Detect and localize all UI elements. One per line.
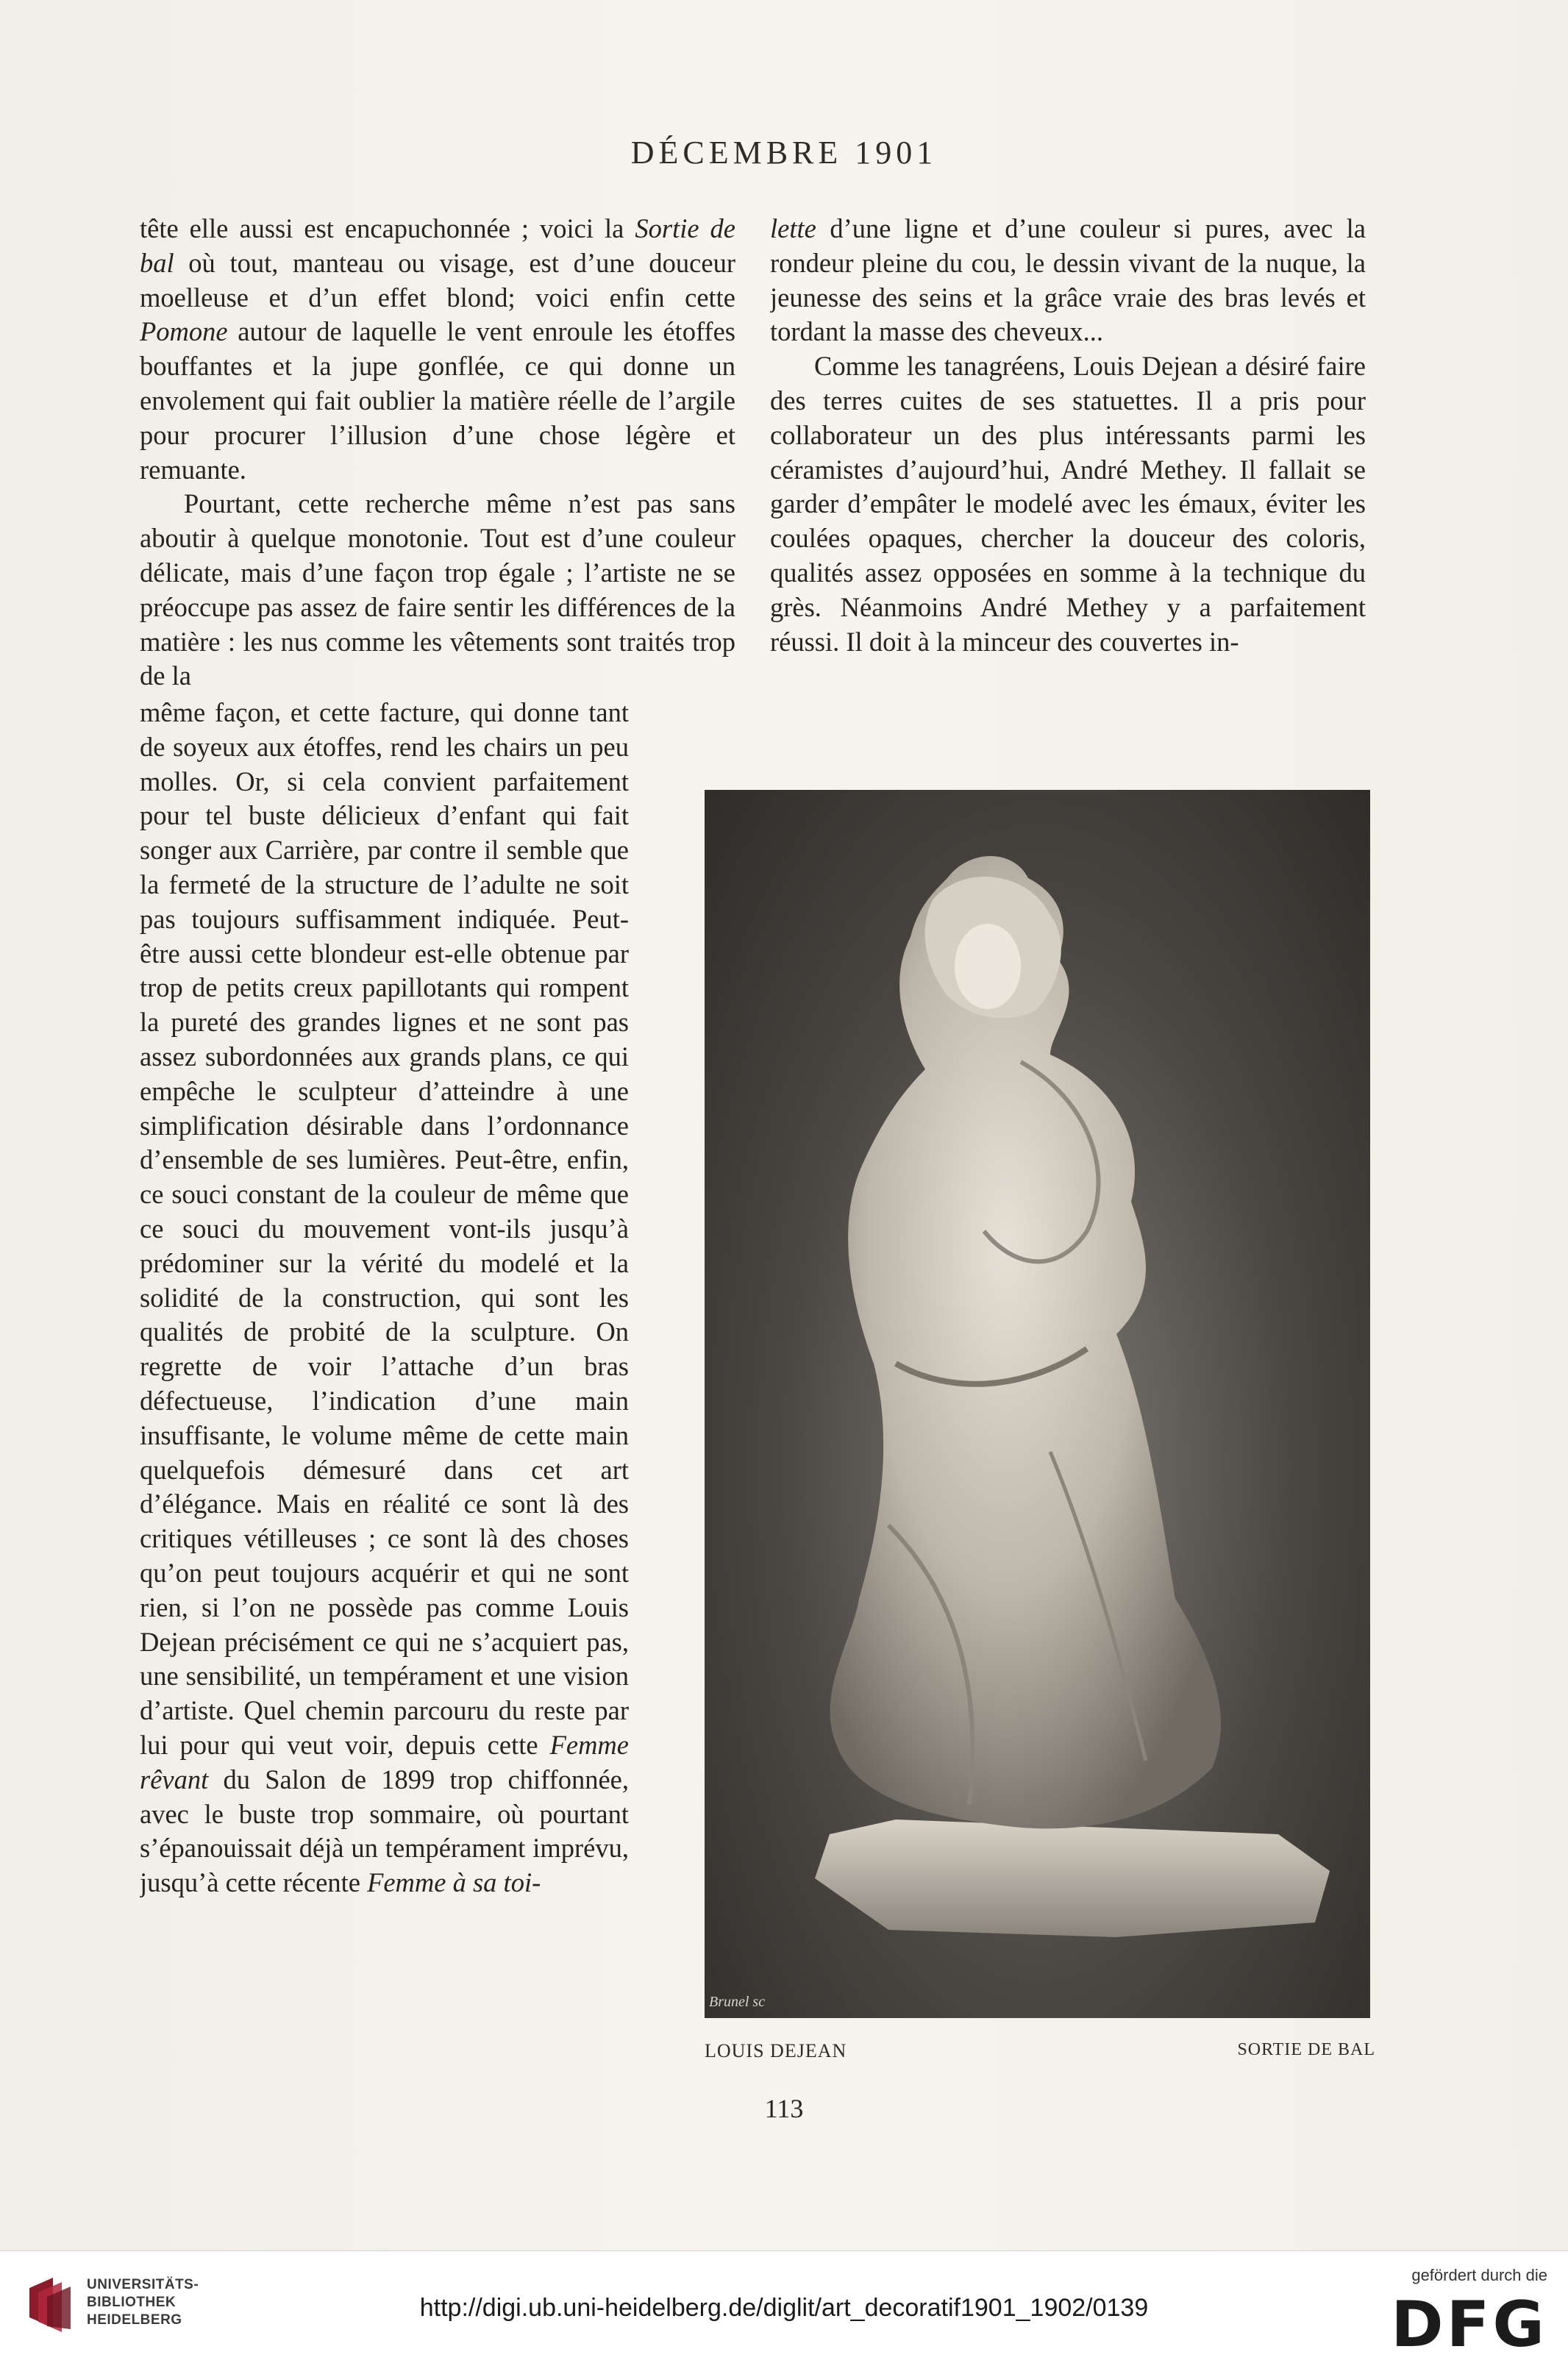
right-column [770, 212, 1366, 697]
paragraph: même façon, et cette facture, qui donne tant de soyeux aux étoffes, rend les chairs un peu molles. Or, si cela convient parfaitement pour tel buste délicieux d’enfant qui fait songer aux Carrière, par contre il semble que la fermeté de la structure de l’adulte ne soit pas toujours suffisamment indiquée. Peut-être aussi cette blondeur est-elle obtenue par trop de petits creux papillotants qui rompent la pureté des grandes lignes et ne sont pas assez subordonnées aux grands plans, ce qui empêche le sculpteur d’atteindre à une simplification désirable dans l’ordonnance d’ensemble de ses lumières. Peut-être, enfin, ce souci constant de la couleur de même que ce souci du mouvement vont-ils jusqu’à prédominer sur la vérité du modelé et la solidité de la construction, qui sont les qualités de probité de la sculpture. On regrette de voir l’attache d’un bras défectueuse, l’indication d’une main insuffisante, le volume même de cette main quelquefois démesuré dans cet art d’élégance. Mais en réalité ce sont là des critiques vétilleuses ; ce sont là des choses qu’on peut toujours acquérir et qui ne sont rien, si l’on ne possède pas comme Louis Dejean précisément ce qui ne s’acquiert pas, une sensibilité, un tempérament et une vision d’artiste. Quel chemin parcouru du reste par lui pour qui veut voir, depuis cette Femme rêvant du Salon de 1899 trop chiffonnée, avec le buste trop sommaire, où pourtant s’épanouissait déjà un tempérament imprévu, jusqu’à cette récente Femme à sa toi- [140, 697, 629, 1898]
sculpture-photograph [705, 790, 1370, 2018]
statuette-illustration [705, 790, 1370, 2018]
paragraph: lette d’une ligne et d’une couleur si pures, avec la rondeur pleine du cou, le dessin vivant de la nuque, la jeunesse des seins et la grâce vraie des bras levés et tordant la masse des cheveux... [770, 213, 1366, 347]
engraver-signature: Brunel sc [709, 1994, 766, 2010]
left-column-top [140, 212, 735, 696]
paragraph: Pourtant, cette recherche même n’est pas sans aboutir à quelque monotonie. Tout est d’une couleur délicate, mais d’une façon trop égale ; l’artiste ne se préoccupe pas assez de faire sentir les différences de la matière : les nus comme les vêtements sont traités trop de la [140, 488, 735, 691]
paragraph: Comme les tanagréens, Louis Dejean a désiré faire des terres cuites de ses statuettes. Il a pris pour collaborateur un des plus intéressants parmi les céramistes d’aujourd’hui, André Methey. Il fallait se garder d’empâter le modelé avec les émaux, éviter les coulées opaques, chercher la douceur des coloris, qualités assez opposées en somme à la technique du grès. Néanmoins André Methey y a parfaitement réussi. Il doit à la minceur des couvertes in- [770, 351, 1366, 657]
paragraph: tête elle aussi est encapuchonnée ; voici la Sortie de bal où tout, manteau ou visage, est d’une douceur moelleuse et d’un effet blond; voici enfin cette Pomone autour de laquelle le vent enroule les étoffes bouffantes et la jupe gonflée, ce qui donne un envolement qui fait oublier la matière réelle de l’argile pour procurer l’illusion d’une chose légère et remuante. [140, 213, 735, 485]
permalink[interactable]: http://digi.ub.uni-heidelberg.de/diglit/art_decoratif1901_1902/0139 [419, 2294, 1149, 2322]
dfg-logo: DFG [1391, 2288, 1547, 2362]
page-number: 113 [764, 2094, 804, 2123]
running-head: DÉCEMBRE 1901 [630, 135, 938, 171]
digitization-footer [0, 2250, 1568, 2363]
caption-artist: LOUIS DEJEAN [705, 2040, 847, 2061]
institution-name: UNIVERSITÄTS- BIBLIOTHEK HEIDELBERG [87, 2277, 199, 2328]
left-column-lower [140, 696, 629, 2080]
funded-by-label: gefördert durch die [1411, 2266, 1547, 2284]
caption-title: SORTIE DE BAL [1237, 2040, 1375, 2059]
